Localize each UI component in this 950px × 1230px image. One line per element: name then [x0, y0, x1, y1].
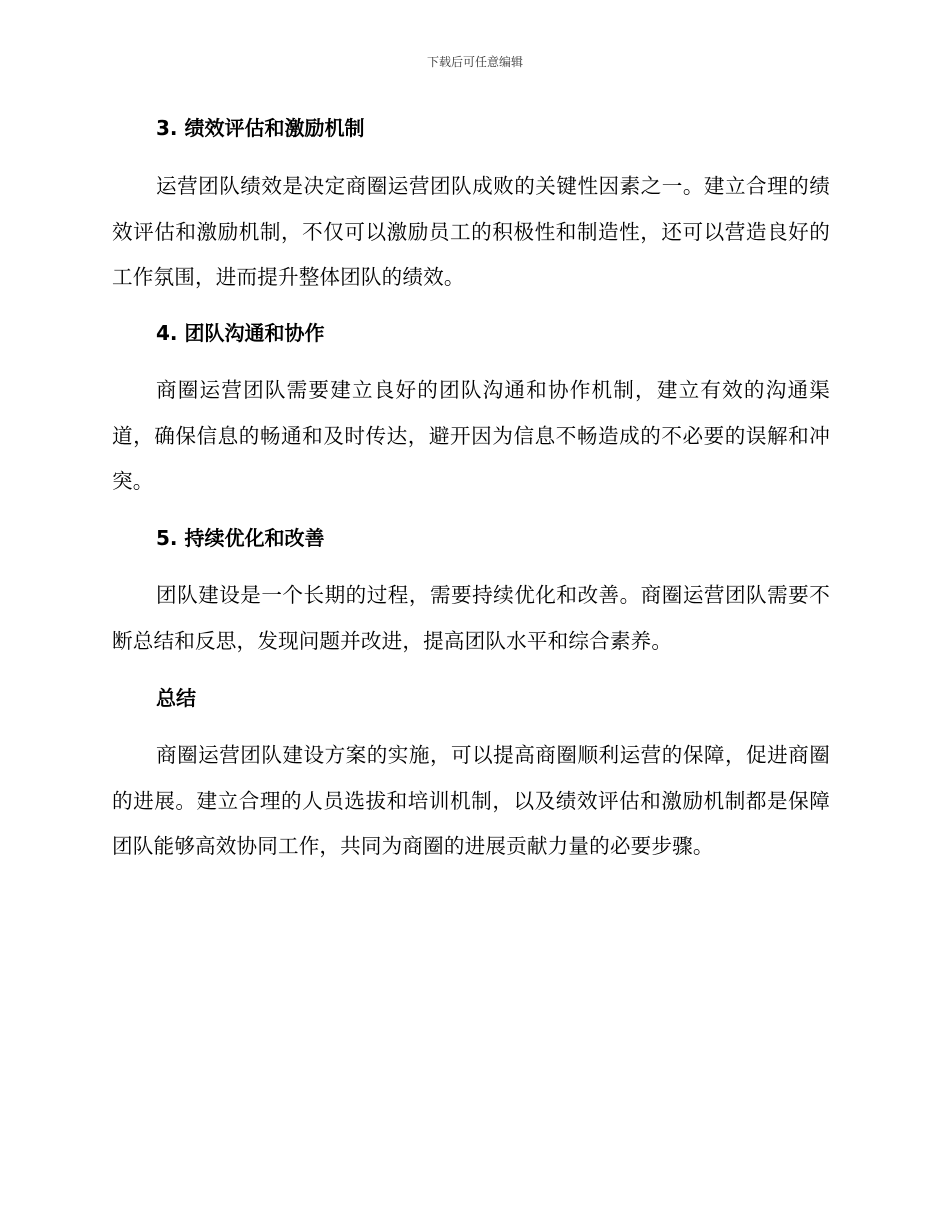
section-heading-communication: 4. 团队沟通和协作 — [156, 321, 325, 345]
section-heading-summary: 总结 — [156, 686, 196, 710]
section-paragraph-performance: 运营团队绩效是决定商圈运营团队成败的关键性因素之一。建立合理的绩效评估和激励机制，不仅可以激励员工的积极性和制造性，还可以营造良好的工作氛围，进而提升整体团队的绩效。 — [112, 174, 830, 289]
section-paragraph-optimization: 团队建设是一个长期的过程，需要持续优化和改善。商圈运营团队需要不断总结和反思，发现问题并改进，提高团队水平和综合素养。 — [112, 583, 830, 653]
section-paragraph-summary: 商圈运营团队建设方案的实施，可以提高商圈顺利运营的保障，促进商圈的进展。建立合理的人员选拔和培训机制，以及绩效评估和激励机制都是保障团队能够高效协同工作，共同为商圈的进展贡献力量的必要步骤。 — [112, 743, 830, 858]
section-paragraph-communication: 商圈运营团队需要建立良好的团队沟通和协作机制，建立有效的沟通渠道，确保信息的畅通和及时传达，避开因为信息不畅造成的不必要的误解和冲突。 — [112, 378, 830, 493]
section-heading-performance: 3. 绩效评估和激励机制 — [156, 116, 365, 140]
page-header-note: 下载后可任意编辑 — [426, 55, 523, 69]
section-heading-optimization: 5. 持续优化和改善 — [156, 526, 325, 550]
